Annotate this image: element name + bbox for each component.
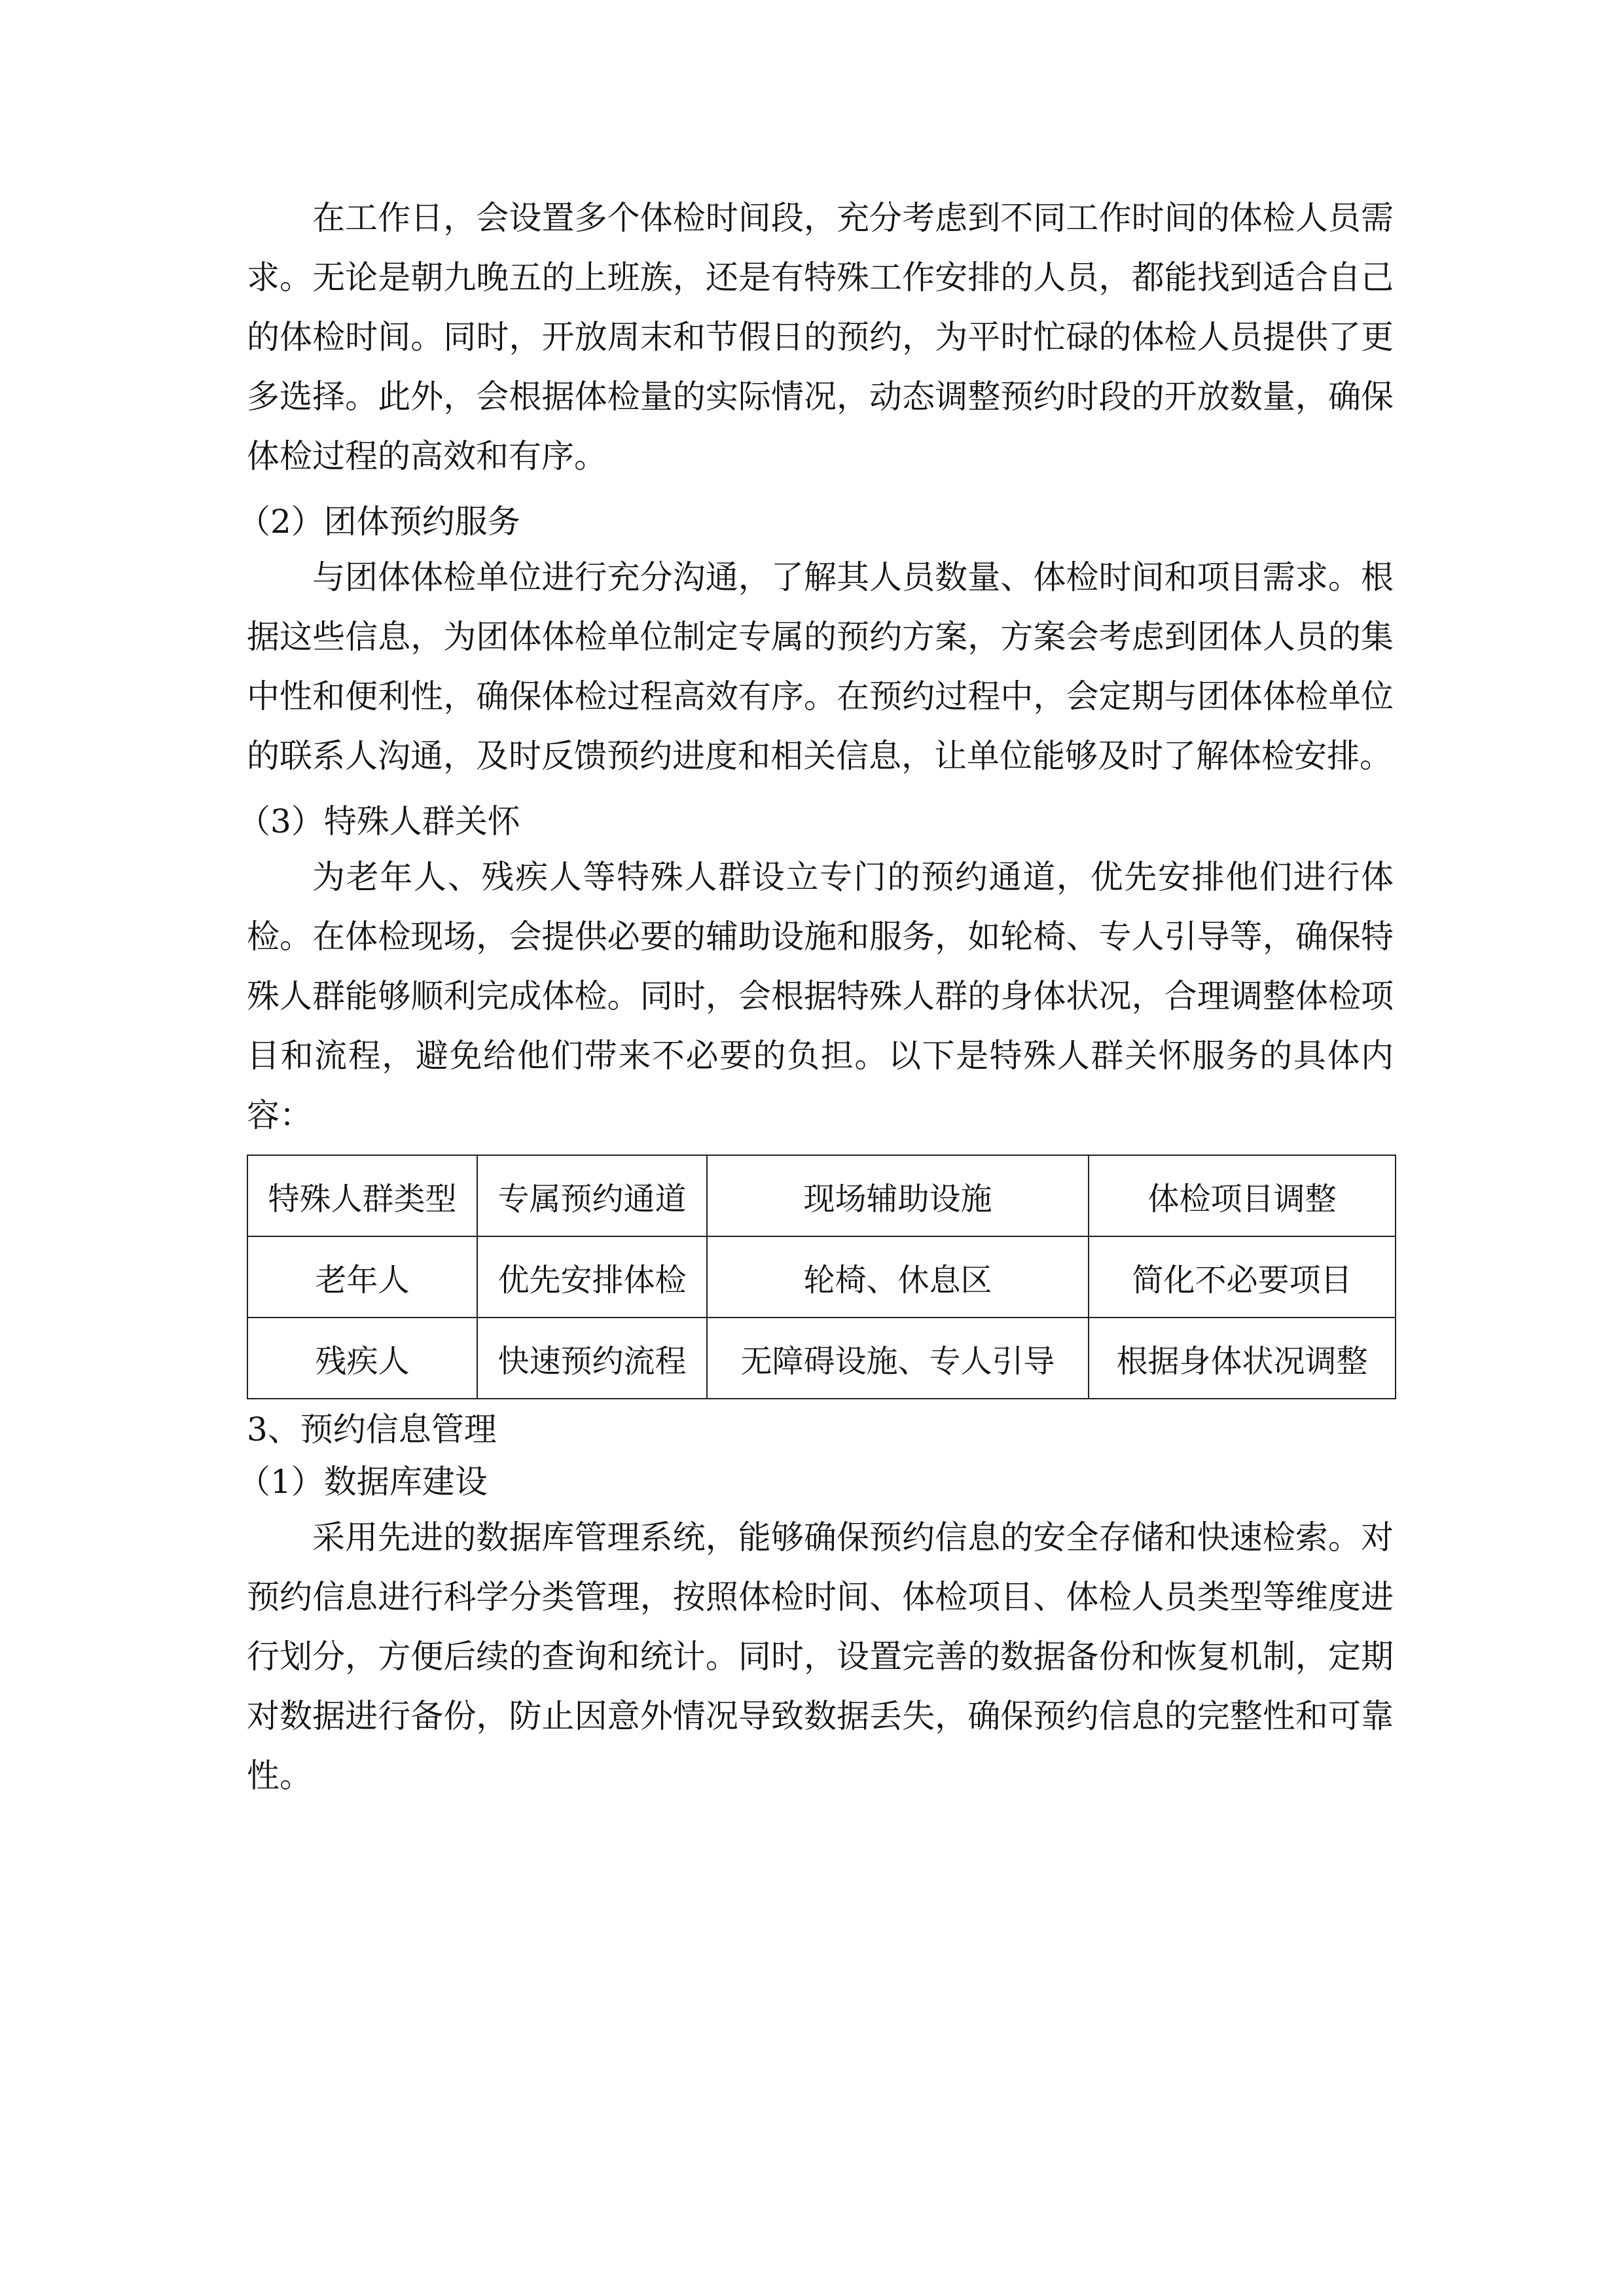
paragraph-group-booking: 与团体体检单位进行充分沟通，了解其人员数量、体检时间和项目需求。根据这些信息，为团体体检单位制定专属的预约方案，方案会考虑到团体人员的集中性和便利性，确保体检过程高效有序。在预约过程中，会定期与团体体检单位的联系人沟通，及时反馈预约进度和相关信息，让单位能够及时了解体检安排。 [247, 558, 1394, 775]
table-cell: 优先安排体检 [477, 1236, 707, 1318]
paragraph-weekday-slots: 在工作日，会设置多个体检时间段，充分考虑到不同工作时间的体检人员需求。无论是朝九晚五的上班族，还是有特殊工作安排的人员，都能找到适合自己的体检时间。同时，开放周末和节假日的预约，为平时忙碌的体检人员提供了更多选择。此外，会根据体检量的实际情况，动态调整预约时段的开放数量，确保体检过程的高效和有序。 [247, 199, 1394, 475]
special-care-table [247, 1155, 1396, 1399]
table-cell: 轮椅、休息区 [707, 1236, 1089, 1318]
heading-database: （1）数据库建设 [238, 1463, 488, 1501]
table-cell: 快速预约流程 [477, 1318, 707, 1399]
document-content [238, 188, 1394, 1806]
heading-section-3: 3、预约信息管理 [247, 1410, 497, 1448]
table-cell: 残疾人 [247, 1318, 477, 1399]
table-cell: 简化不必要项目 [1089, 1236, 1396, 1318]
paragraph-database: 采用先进的数据库管理系统，能够确保预约信息的安全存储和快速检索。对预约信息进行科学分类管理，按照体检时间、体检项目、体检人员类型等维度进行划分，方便后续的查询和统计。同时，设置完善的数据备份和恢复机制，定期对数据进行备份，防止因意外情况导致数据丢失，确保预约信息的完整性和可靠性。 [247, 1518, 1394, 1795]
table-cell: 无障碍设施、专人引导 [707, 1318, 1089, 1399]
heading-special-care: （3）特殊人群关怀 [238, 802, 520, 840]
table-row [247, 1236, 1396, 1318]
table-row [247, 1318, 1396, 1399]
table-header-cell: 特殊人群类型 [247, 1155, 477, 1236]
paragraph-special-care: 为老年人、残疾人等特殊人群设立专门的预约通道，优先安排他们进行体检。在体检现场，会提供必要的辅助设施和服务，如轮椅、专人引导等，确保特殊人群能够顺利完成体检。同时，会根据特殊人群的身体状况，合理调整体检项目和流程，避免给他们带来不必要的负担。以下是特殊人群关怀服务的具体内容： [247, 858, 1394, 1134]
table-header-cell: 体检项目调整 [1089, 1155, 1396, 1236]
table-header-row [247, 1155, 1396, 1236]
table-cell: 老年人 [247, 1236, 477, 1318]
heading-group-booking: （2）团体预约服务 [238, 503, 520, 541]
table-cell: 根据身体状况调整 [1089, 1318, 1396, 1399]
table-header-cell: 专属预约通道 [477, 1155, 707, 1236]
table-header-cell: 现场辅助设施 [707, 1155, 1089, 1236]
